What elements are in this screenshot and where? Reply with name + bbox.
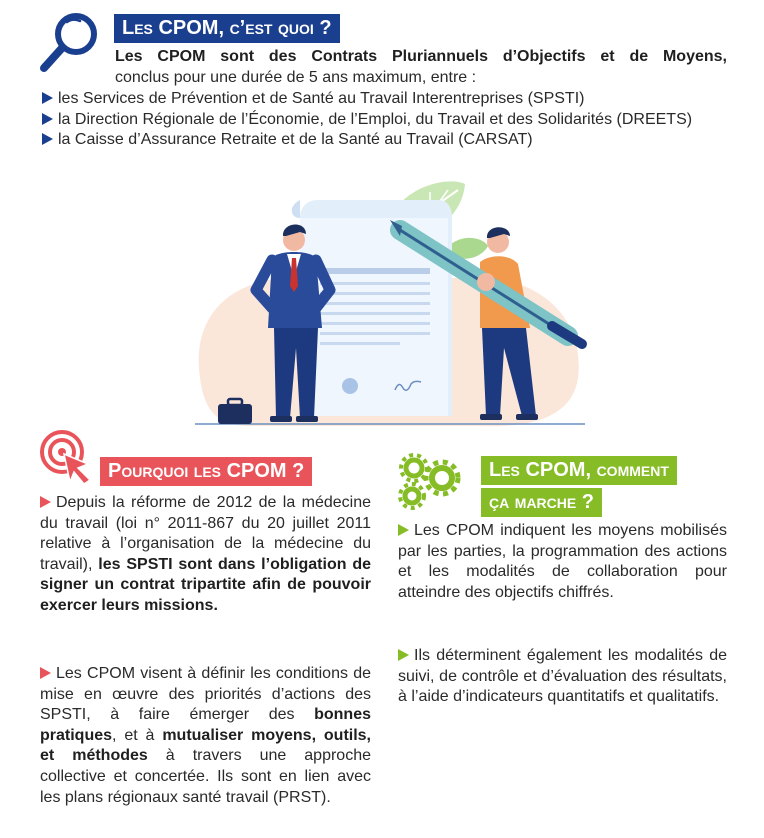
how-paragraph-2: Ils déterminent également les modalités de suivi, de contrôle et d’évaluation des résultats, à l’aide d’indicateurs quantitatifs et qualitatifs. [398, 647, 727, 706]
target-icon [38, 428, 98, 486]
list-item: les Services de Prévention et de Santé au Travail Interentreprises (SPSTI) [42, 89, 727, 110]
arrow-bullet-icon [42, 113, 53, 125]
party-list [42, 89, 727, 151]
arrow-bullet-icon [40, 496, 51, 508]
list-item: la Direction Régionale de l’Économie, de l’Emploi, du Travail et des Solidarités (DREETS) [42, 110, 727, 131]
list-item: la Caisse d’Assurance Retraite et de la Santé au Travail (CARSAT) [42, 130, 727, 151]
section-why-title: Pourquoi les CPOM ? [100, 457, 312, 486]
section-how-title-line-1: Les CPOM, comment [481, 456, 677, 485]
arrow-bullet-icon [42, 92, 53, 104]
how-paragraph-1: Les CPOM indiquent les moyens mobilisés par les parties, la programmation des actions et les modalités de collaboration pour atteindre des objectifs chiffrés. [398, 522, 727, 601]
arrow-bullet-icon [398, 524, 409, 536]
intro-bold-text: Les CPOM sont des Contrats Pluriannuels d’Objectifs et de Moyens, [115, 48, 727, 65]
magnifier-icon [38, 10, 102, 76]
section-how-title-line-2: ça marche ? [481, 488, 602, 517]
arrow-bullet-icon [398, 649, 409, 661]
gears-icon [396, 452, 466, 512]
intro-text: conclus pour une durée de 5 ans maximum, entre : [115, 69, 477, 86]
arrow-bullet-icon [40, 667, 51, 679]
contract-illustration [190, 178, 590, 430]
arrow-bullet-icon [42, 133, 53, 145]
why-paragraph-1: Depuis la réforme de 2012 de la médecine du travail (loi n° 2011-867 du 20 juillet 2011 relative à l’organisation de la médecine du travail), les SPSTI sont dans l’obligation de signer un contrat tripartite afin de pouvoir exercer leurs missions. [40, 494, 371, 614]
section-what-title: Les CPOM, c’est quoi ? [114, 14, 340, 43]
why-paragraph-2: Les CPOM visent à définir les conditions de mise en œuvre des priorités d’actions des SPSTI, à faire émerger des bonnes pratiques, et à mutualiser moyens, outils, et méthodes à travers une approche collective et concertée. Ils sont en lien avec les plans régionaux santé travail (PRST). [40, 665, 372, 806]
